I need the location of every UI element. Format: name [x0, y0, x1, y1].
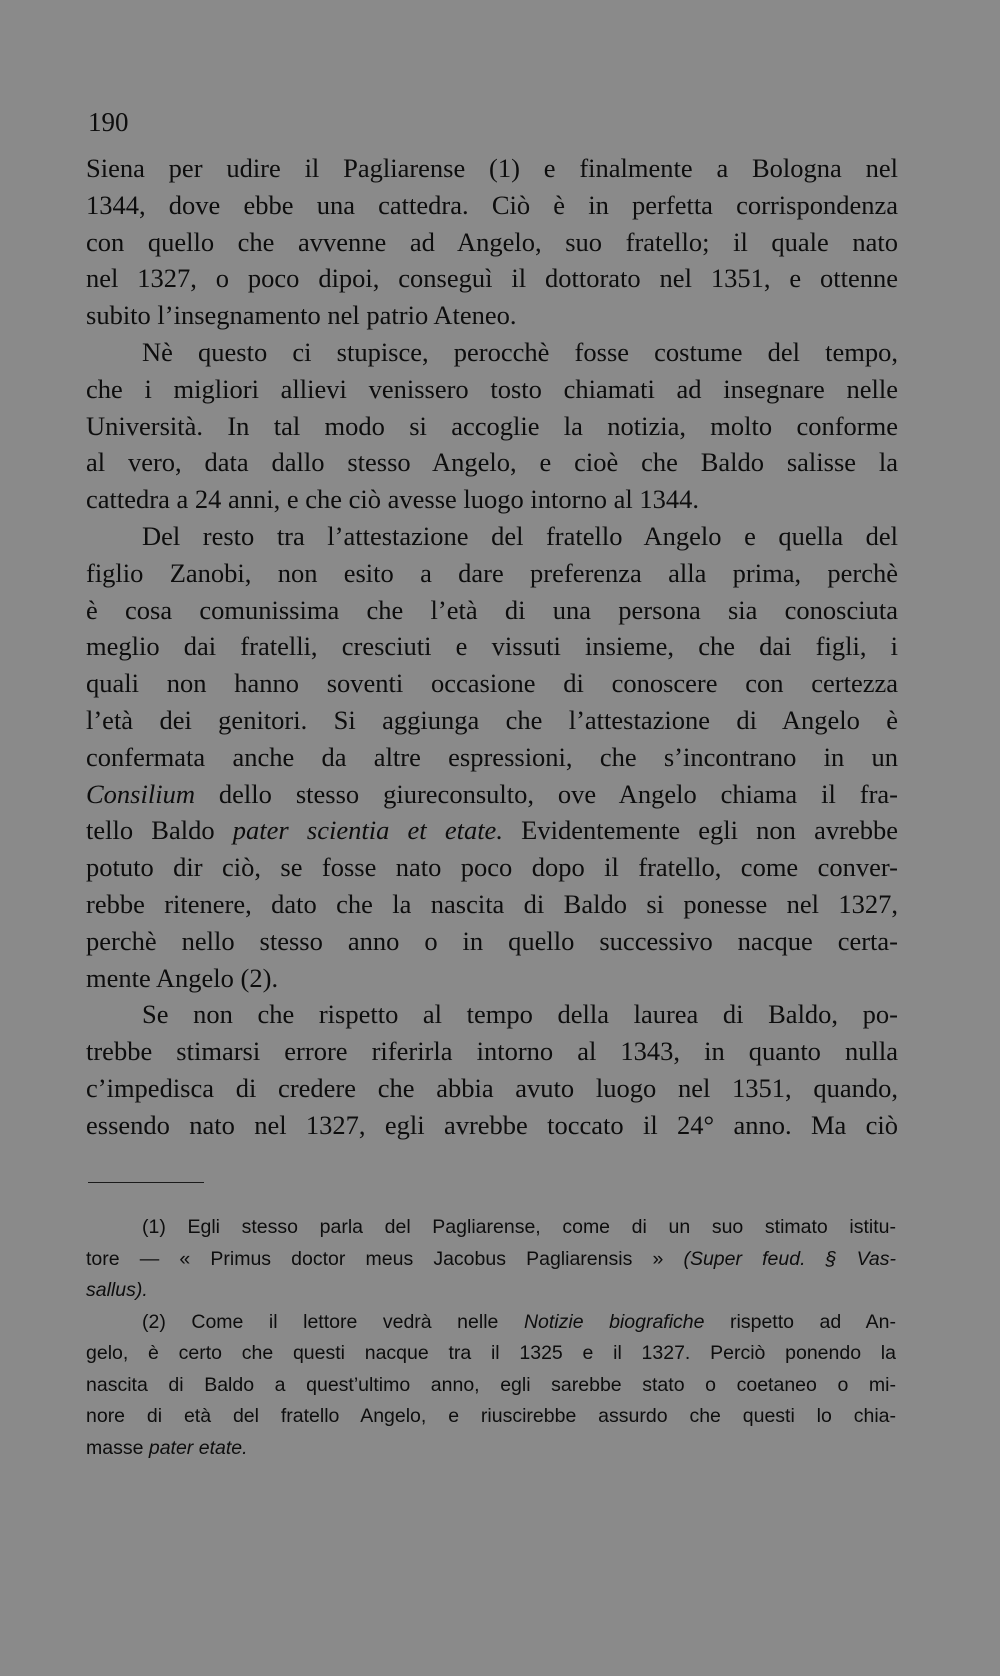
text-line: è cosa comunissima che l’età di una persona sia conosciuta [86, 594, 898, 625]
text-line: essendo nato nel 1327, egli avrebbe toccato il 24° anno. Ma ciò [86, 1109, 898, 1140]
text-line: potuto dir ciò, se fosse nato poco dopo il fratello, come conver- [86, 852, 898, 883]
text-line: Siena per udire il Pagliarense (1) e finalmente a Bologna nel [86, 153, 898, 183]
italic-notizie-biografiche: Notizie biografiche [523, 1310, 705, 1333]
text-line: figlio Zanobi, non esito a dare preferenza alla prima, perchè [86, 557, 898, 588]
text-line: Se non che rispetto al tempo della laurea di Baldo, po- [142, 999, 898, 1030]
page-number: 190 [88, 107, 129, 137]
main-text [86, 150, 898, 1144]
footnote-line: nore di età del fratello Angelo, e riuscirebbe assurdo che questi lo chia- [86, 1405, 896, 1427]
text-line: con quello che avvenne ad Angelo, suo fratello; il quale nato [86, 226, 898, 257]
text-fragment: tello Baldo [86, 815, 215, 846]
footnote-line [86, 1275, 896, 1307]
text-line: Del resto tra l’attestazione del fratello Angelo e quella del [142, 520, 898, 551]
footnote-divider [88, 1182, 204, 1183]
text-line: Università. In tal modo si accoglie la notizia, molto conforme [86, 410, 898, 441]
text-line [86, 812, 898, 849]
text-line: rebbe ritenere, dato che la nascita di Baldo si ponesse nel 1327, [86, 888, 898, 919]
text-fragment: (2) Come il lettore vedrà nelle [142, 1310, 499, 1333]
text-fragment: Evidentemente egli non avrebbe [521, 815, 898, 846]
text-line: nel 1327, o poco dipoi, conseguì il dottorato nel 1351, e ottenne [86, 263, 898, 294]
footnote-line: gelo, è certo che questi nacque tra il 1325 e il 1327. Perciò ponendo la [86, 1342, 896, 1364]
text-fragment: dello stesso giureconsulto, ove Angelo chiama il fra- [218, 778, 898, 809]
text-line [86, 776, 898, 813]
footnote-line [86, 1244, 896, 1276]
footnotes [86, 1212, 896, 1464]
italic-pater-etate: pater etate. [148, 1436, 248, 1459]
text-line: perchè nello stesso anno o in quello successivo nacque certa- [86, 925, 898, 956]
text-line: al vero, data dallo stesso Angelo, e cioè che Baldo salisse la [86, 447, 898, 478]
text-line: 1344, dove ebbe una cattedra. Ciò è in perfetta corrispondenza [86, 189, 898, 220]
italic-super-feud: (Super feud. § Vas- [683, 1247, 896, 1270]
footnote-line: (1) Egli stesso parla del Pagliarense, come di un suo stimato istitu- [142, 1216, 896, 1238]
italic-sallus: sallus). [86, 1279, 148, 1301]
footnote-line [86, 1433, 896, 1465]
text-line: trebbe stimarsi errore riferirla intorno al 1343, in quanto nulla [86, 1036, 898, 1067]
text-fragment: tore — « Primus doctor meus Jacobus Pagliarensis » [86, 1247, 664, 1270]
text-fragment: rispetto ad An- [730, 1310, 897, 1333]
text-line: confermata anche da altre espressioni, che s’incontrano in un [86, 741, 898, 772]
footnote-line [86, 1307, 896, 1339]
italic-pater-scientia: pater scientia et etate. [232, 815, 503, 846]
text-line: che i migliori allievi venissero tosto chiamati ad insegnare nelle [86, 373, 898, 404]
text-line: c’impedisca di credere che abbia avuto luogo nel 1351, quando, [86, 1072, 898, 1103]
text-line: meglio dai fratelli, cresciuti e vissuti insieme, che dai figli, i [86, 631, 898, 662]
text-fragment: masse [86, 1436, 144, 1459]
text-line: Nè questo ci stupisce, perocchè fosse costume del tempo, [142, 336, 898, 367]
text-line: subito l’insegnamento nel patrio Ateneo. [86, 300, 517, 331]
italic-consilium: Consilium [86, 778, 195, 809]
text-line: cattedra a 24 anni, e che ciò avesse luogo intorno al 1344. [86, 484, 699, 515]
footnote-line: nascita di Baldo a quest’ultimo anno, egli sarebbe stato o coetaneo o mi- [86, 1373, 896, 1396]
text-line: l’età dei genitori. Si aggiunga che l’attestazione di Angelo è [86, 704, 898, 735]
text-line: mente Angelo (2). [86, 962, 279, 993]
text-line: quali non hanno soventi occasione di conoscere con certezza [86, 668, 898, 699]
